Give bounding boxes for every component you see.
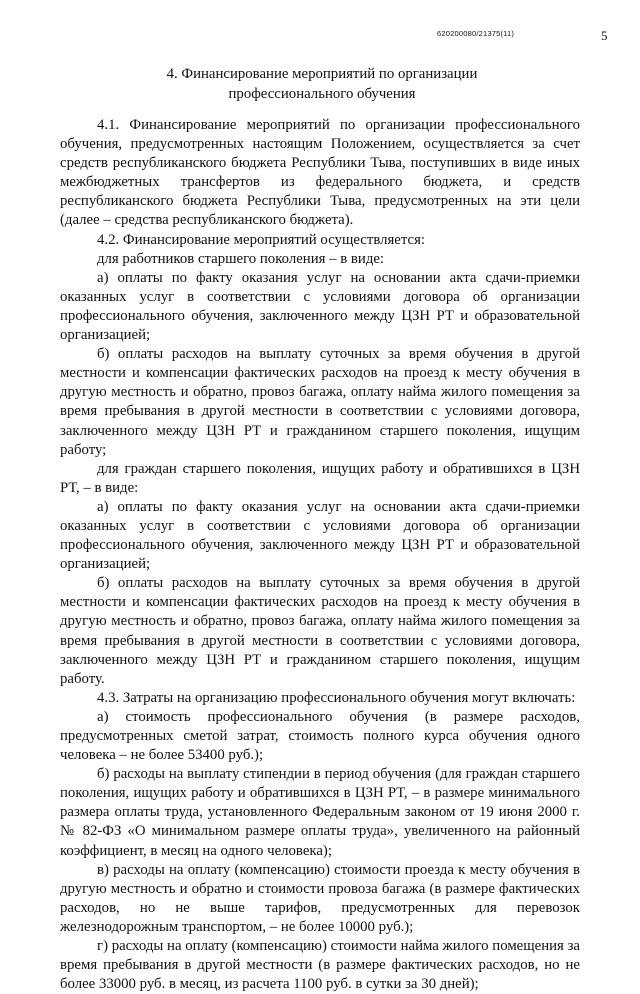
paragraph-4-1: 4.1. Финансирование мероприятий по организации профессионального обучения, предусмотренных настоящим Положением, осуществляется за счет средств республиканского бюджета Республики Тыва, поступивших в виде иных межбюджетных трансфертов из федерального бюджета, и средств республиканского бюджета Республики Тыва, предусмотренных на эти цели (далее – средства республиканского бюджета).: [60, 117, 580, 229]
paragraph-job-seekers-a: а) оплаты по факту оказания услуг на основании акта сдачи-приемки оказанных услуг в соответствии с условиями договора об организации профессионального обучения, заключенного между ЦЗН РТ и образовательной организацией;: [60, 498, 580, 573]
paragraph-senior-workers-b: б) оплаты расходов на выплату суточных за время обучения в другой местности и компенсации фактических расходов на проезд к месту обучения в другую местность и обратно, провоз багажа, оплату найма жилого помещения за время пребывания в другой местности в соответствии с условиями договора, заключенного между ЦЗН РТ и гражданином старшего поколения, ищущим работу;: [60, 346, 580, 458]
paragraph-costs-c: в) расходы на оплату (компенсацию) стоимости проезда к месту обучения в другую местность и обратно и стоимости провоза багажа (в размере фактических расходов, но не выше тарифов, предусмотренных для перевозок железнодорожным транспортом, – не более 10000 руб.);: [60, 861, 580, 935]
document-code: 620200080/21375(11): [437, 29, 515, 38]
section-title-line-2: профессионального обучения: [228, 86, 416, 102]
paragraph-job-seekers-b: б) оплаты расходов на выплату суточных за время обучения в другой местности и компенсации фактических расходов на проезд к месту обучения в другую местность и обратно, провоз багажа, оплату найма жилого помещения за время пребывания в другой местности в соответствии с условиями договора, заключенного между ЦЗН РТ и гражданином старшего поколения, ищущим работу.: [60, 575, 580, 687]
paragraph-senior-workers-heading: для работников старшего поколения – в виде:: [97, 250, 385, 267]
section-title-line-1: 4. Финансирование мероприятий по организации: [166, 66, 478, 82]
page-number: 5: [601, 28, 608, 43]
paragraph-costs-a: а) стоимость профессионального обучения (в размере расходов, предусмотренных сметой затрат, стоимость полного курса обучения одного человека – не более 53400 руб.);: [60, 708, 580, 764]
paragraph-4-3: 4.3. Затраты на организацию профессионального обучения могут включать:: [97, 689, 576, 706]
paragraph-4-2: 4.2. Финансирование мероприятий осуществляется:: [97, 231, 426, 248]
paragraph-job-seekers-heading: для граждан старшего поколения, ищущих работу и обратившихся в ЦЗН РТ, – в виде:: [60, 460, 580, 496]
paragraph-costs-d: г) расходы на оплату (компенсацию) стоимости найма жилого помещения за время пребывания в другой местности (в размере фактических расходов, но не более 33000 руб. в месяц, из расчета 1100 руб. в сутки за 30 дней);: [60, 938, 580, 993]
section-title: [56, 64, 588, 104]
document-body: [60, 116, 580, 994]
paragraph-senior-workers-a: а) оплаты по факту оказания услуг на основании акта сдачи-приемки оказанных услуг в соответствии с условиями договора об организации профессионального обучения, заключенного между ЦЗН РТ и образовательной организацией;: [60, 269, 580, 344]
paragraph-costs-b: б) расходы на выплату стипендии в период обучения (для граждан старшего поколения, ищущих работу и обратившихся в ЦЗН РТ, – в размере минимального размера оплаты труда, установленного Федеральным законом от 19 июня 2000 г. № 82-ФЗ «О минимальном размере оплаты труда», увеличенного на районный коэффициент, в месяц на одного человека);: [60, 766, 580, 859]
